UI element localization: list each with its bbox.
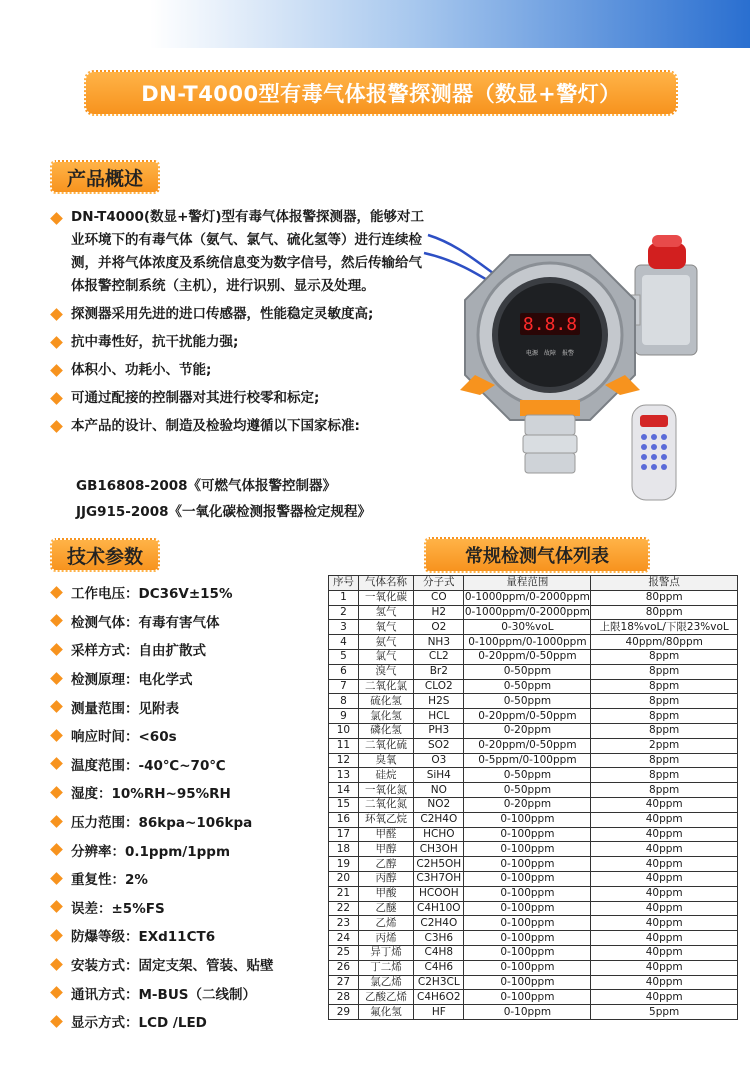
table-cell: 0-100ppm bbox=[464, 945, 591, 960]
device-label-alarm: 报警 bbox=[561, 350, 575, 357]
table-cell: 19 bbox=[329, 857, 359, 872]
table-cell: 8ppm bbox=[591, 709, 738, 724]
table-cell: 4 bbox=[329, 635, 359, 650]
table-cell: H2 bbox=[414, 605, 464, 620]
table-cell: SO2 bbox=[414, 738, 464, 753]
table-cell: 8 bbox=[329, 694, 359, 709]
bullet-diamond-icon bbox=[50, 900, 63, 913]
bullet-diamond-icon bbox=[50, 872, 63, 885]
table-row bbox=[329, 842, 738, 857]
table-cell: 8ppm bbox=[591, 768, 738, 783]
table-cell: 25 bbox=[329, 945, 359, 960]
table-row bbox=[329, 990, 738, 1005]
device-label-power: 电源 bbox=[525, 350, 539, 357]
table-row bbox=[329, 620, 738, 635]
table-row bbox=[329, 723, 738, 738]
table-cell: 0-100ppm bbox=[464, 886, 591, 901]
table-cell: 0-30%voL bbox=[464, 620, 591, 635]
bullet-diamond-icon bbox=[50, 815, 63, 828]
table-cell: 40ppm bbox=[591, 901, 738, 916]
table-cell: CLO2 bbox=[414, 679, 464, 694]
spec-item: 工作电压：DC36V±15% bbox=[52, 578, 322, 607]
table-cell: 0-100ppm bbox=[464, 916, 591, 931]
table-cell: 0-5ppm/0-100ppm bbox=[464, 753, 591, 768]
table-row bbox=[329, 886, 738, 901]
col-header: 气体名称 bbox=[358, 576, 413, 591]
spec-item: 安装方式：固定支架、管装、贴壁 bbox=[52, 950, 322, 979]
table-cell: O3 bbox=[414, 753, 464, 768]
table-row bbox=[329, 738, 738, 753]
spec-item: 温度范围：-40℃~70℃ bbox=[52, 750, 322, 779]
table-cell: 2 bbox=[329, 605, 359, 620]
table-cell: 溴气 bbox=[358, 664, 413, 679]
table-cell: 3 bbox=[329, 620, 359, 635]
col-header: 分子式 bbox=[414, 576, 464, 591]
table-cell: 40ppm bbox=[591, 975, 738, 990]
table-cell: 0-100ppm bbox=[464, 960, 591, 975]
table-cell: C2H5OH bbox=[414, 857, 464, 872]
bullet-diamond-icon bbox=[50, 700, 63, 713]
bullet-diamond-icon bbox=[50, 843, 63, 856]
table-cell: 磷化氢 bbox=[358, 723, 413, 738]
table-cell: 乙醚 bbox=[358, 901, 413, 916]
table-cell: 0-100ppm/0-1000ppm bbox=[464, 635, 591, 650]
table-row bbox=[329, 590, 738, 605]
table-cell: 12 bbox=[329, 753, 359, 768]
table-cell: 40ppm bbox=[591, 812, 738, 827]
table-cell: 0-100ppm bbox=[464, 812, 591, 827]
bullet-diamond-icon bbox=[50, 643, 63, 656]
table-cell: SiH4 bbox=[414, 768, 464, 783]
spec-item: 检测原理：电化学式 bbox=[52, 664, 322, 693]
table-cell: 22 bbox=[329, 901, 359, 916]
table-row bbox=[329, 649, 738, 664]
table-cell: 40ppm bbox=[591, 916, 738, 931]
overview-item: 体积小、功耗小、节能; bbox=[52, 358, 432, 382]
bullet-diamond-icon bbox=[50, 729, 63, 742]
spec-item: 误差：±5%FS bbox=[52, 893, 322, 922]
table-cell: 上限18%voL/下限23%voL bbox=[591, 620, 738, 635]
table-cell: C2H3CL bbox=[414, 975, 464, 990]
spec-item: 响应时间：<60s bbox=[52, 721, 322, 750]
table-cell: C4H10O bbox=[414, 901, 464, 916]
table-cell: 0-50ppm bbox=[464, 783, 591, 798]
table-cell: 甲酸 bbox=[358, 886, 413, 901]
table-cell: C4H8 bbox=[414, 945, 464, 960]
spec-item: 湿度：10%RH~95%RH bbox=[52, 778, 322, 807]
table-cell: 15 bbox=[329, 797, 359, 812]
table-cell: H2S bbox=[414, 694, 464, 709]
table-cell: 臭氧 bbox=[358, 753, 413, 768]
overview-item: 本产品的设计、制造及检验均遵循以下国家标准: bbox=[52, 414, 432, 438]
specs-list bbox=[52, 578, 322, 1036]
table-cell: 0-100ppm bbox=[464, 857, 591, 872]
bullet-diamond-icon bbox=[50, 929, 63, 942]
table-cell: 40ppm bbox=[591, 886, 738, 901]
table-cell: 氯化氢 bbox=[358, 709, 413, 724]
table-row bbox=[329, 797, 738, 812]
overview-item: DN-T4000(数显+警灯)型有毒气体报警探测器，能够对工业环境下的有毒气体（氨气、氯气、硫化氢等）进行连续检测，并将气体浓度及系统信息变为数字信号，然后传输给气体报警控制系统（主机），进行识别、显示及处理。 bbox=[52, 206, 432, 298]
table-cell: 10 bbox=[329, 723, 359, 738]
table-cell: 0-100ppm bbox=[464, 931, 591, 946]
bullet-diamond-icon bbox=[50, 364, 63, 377]
table-row bbox=[329, 857, 738, 872]
table-cell: HCHO bbox=[414, 827, 464, 842]
table-cell: 乙烯 bbox=[358, 916, 413, 931]
bullet-diamond-icon bbox=[50, 392, 63, 405]
table-row bbox=[329, 871, 738, 886]
table-cell: O2 bbox=[414, 620, 464, 635]
table-header-row bbox=[329, 576, 738, 591]
bullet-diamond-icon bbox=[50, 1015, 63, 1028]
table-cell: NO2 bbox=[414, 797, 464, 812]
table-row bbox=[329, 753, 738, 768]
table-cell: 21 bbox=[329, 886, 359, 901]
specs-heading: 技术参数 bbox=[50, 538, 160, 572]
table-cell: 8ppm bbox=[591, 649, 738, 664]
table-row bbox=[329, 679, 738, 694]
table-cell: 甲醛 bbox=[358, 827, 413, 842]
spec-item: 分辨率：0.1ppm/1ppm bbox=[52, 835, 322, 864]
table-cell: 24 bbox=[329, 931, 359, 946]
table-row bbox=[329, 694, 738, 709]
table-cell: 7 bbox=[329, 679, 359, 694]
table-row bbox=[329, 635, 738, 650]
table-cell: 40ppm bbox=[591, 931, 738, 946]
bullet-diamond-icon bbox=[50, 986, 63, 999]
table-cell: 一氧化氮 bbox=[358, 783, 413, 798]
table-cell: 二氧化氮 bbox=[358, 797, 413, 812]
table-cell: 0-10ppm bbox=[464, 1005, 591, 1020]
table-cell: 40ppm/80ppm bbox=[591, 635, 738, 650]
detector-device-illustration bbox=[420, 225, 730, 505]
table-cell: 硫化氢 bbox=[358, 694, 413, 709]
table-cell: 氯气 bbox=[358, 649, 413, 664]
table-cell: C4H6 bbox=[414, 960, 464, 975]
gas-table-title: 常规检测气体列表 bbox=[424, 537, 650, 573]
table-cell: C2H4O bbox=[414, 916, 464, 931]
bullet-diamond-icon bbox=[50, 672, 63, 685]
table-cell: 16 bbox=[329, 812, 359, 827]
col-header: 量程范围 bbox=[464, 576, 591, 591]
table-cell: 0-1000ppm/0-2000ppm bbox=[464, 605, 590, 618]
table-cell: NO bbox=[414, 783, 464, 798]
bullet-diamond-icon bbox=[50, 420, 63, 433]
overview-list bbox=[52, 206, 432, 442]
table-cell: 氧气 bbox=[358, 620, 413, 635]
table-row bbox=[329, 783, 738, 798]
table-cell: 5ppm bbox=[591, 1005, 738, 1020]
table-cell: 二氧化氯 bbox=[358, 679, 413, 694]
table-cell: 乙酸乙烯 bbox=[358, 990, 413, 1005]
table-cell: 8ppm bbox=[591, 753, 738, 768]
table-cell: 80ppm bbox=[591, 590, 738, 605]
table-row bbox=[329, 975, 738, 990]
table-cell: HCL bbox=[414, 709, 464, 724]
page-title: DN-T4000型有毒气体报警探测器（数显+警灯） bbox=[84, 70, 678, 116]
table-cell: 0-20ppm bbox=[464, 797, 591, 812]
table-cell: 8ppm bbox=[591, 679, 738, 694]
table-cell: PH3 bbox=[414, 723, 464, 738]
table-cell: 11 bbox=[329, 738, 359, 753]
table-cell: 13 bbox=[329, 768, 359, 783]
device-display-readout: 8.8.8 bbox=[522, 314, 578, 335]
table-cell: 0-1000ppm/0-2000ppm bbox=[464, 591, 590, 604]
table-cell: Br2 bbox=[414, 664, 464, 679]
table-cell: 27 bbox=[329, 975, 359, 990]
gas-table bbox=[328, 575, 738, 1020]
table-cell: CO bbox=[414, 590, 464, 605]
table-cell: C2H4O bbox=[414, 812, 464, 827]
table-cell: 0-100ppm bbox=[464, 871, 591, 886]
table-cell: 0-100ppm bbox=[464, 842, 591, 857]
table-cell: 0-20ppm bbox=[464, 723, 591, 738]
table-cell: 40ppm bbox=[591, 990, 738, 1005]
device-label-fault: 故障 bbox=[543, 350, 557, 357]
table-cell: 0-20ppm/0-50ppm bbox=[464, 649, 591, 664]
table-cell: 8ppm bbox=[591, 694, 738, 709]
table-row bbox=[329, 916, 738, 931]
table-cell: 8ppm bbox=[591, 723, 738, 738]
table-cell: 17 bbox=[329, 827, 359, 842]
table-cell: 甲醇 bbox=[358, 842, 413, 857]
spec-item: 测量范围：见附表 bbox=[52, 692, 322, 721]
table-cell: 8ppm bbox=[591, 664, 738, 679]
table-cell: 硅烷 bbox=[358, 768, 413, 783]
table-cell: 氟化氢 bbox=[358, 1005, 413, 1020]
table-cell: 丁二烯 bbox=[358, 960, 413, 975]
spec-item: 防爆等级：EXd11CT6 bbox=[52, 921, 322, 950]
table-cell: C3H6 bbox=[414, 931, 464, 946]
table-cell: 40ppm bbox=[591, 945, 738, 960]
table-row bbox=[329, 768, 738, 783]
table-cell: 丙烯 bbox=[358, 931, 413, 946]
table-row bbox=[329, 812, 738, 827]
table-cell: 乙醇 bbox=[358, 857, 413, 872]
table-cell: 氨气 bbox=[358, 635, 413, 650]
table-cell: 18 bbox=[329, 842, 359, 857]
table-cell: 40ppm bbox=[591, 842, 738, 857]
table-cell: 0-100ppm bbox=[464, 901, 591, 916]
spec-item: 压力范围：86kpa~106kpa bbox=[52, 807, 322, 836]
table-cell: 1 bbox=[329, 590, 359, 605]
table-cell: 2ppm bbox=[591, 738, 738, 753]
table-cell: 8ppm bbox=[591, 783, 738, 798]
table-cell: 40ppm bbox=[591, 797, 738, 812]
header-gradient-bar bbox=[0, 0, 750, 48]
table-cell: 0-50ppm bbox=[464, 694, 591, 709]
overview-item: 可通过配接的控制器对其进行校零和标定; bbox=[52, 386, 432, 410]
table-cell: 0-100ppm bbox=[464, 990, 591, 1005]
table-cell: 6 bbox=[329, 664, 359, 679]
table-cell: 9 bbox=[329, 709, 359, 724]
table-cell: HF bbox=[414, 1005, 464, 1020]
table-cell: 40ppm bbox=[591, 960, 738, 975]
spec-item: 通讯方式：M-BUS（二线制） bbox=[52, 978, 322, 1007]
table-cell: 14 bbox=[329, 783, 359, 798]
table-cell: 80ppm bbox=[591, 605, 738, 620]
table-cell: CL2 bbox=[414, 649, 464, 664]
table-cell: 40ppm bbox=[591, 827, 738, 842]
spec-item: 重复性：2% bbox=[52, 864, 322, 893]
table-cell: 氢气 bbox=[358, 605, 413, 620]
table-row bbox=[329, 664, 738, 679]
table-cell: C4H6O2 bbox=[414, 990, 464, 1005]
table-cell: HCOOH bbox=[414, 886, 464, 901]
table-cell: 0-100ppm bbox=[464, 975, 591, 990]
table-cell: 0-50ppm bbox=[464, 664, 591, 679]
table-row bbox=[329, 1005, 738, 1020]
overview-item: 抗中毒性好，抗干扰能力强; bbox=[52, 330, 432, 354]
bullet-diamond-icon bbox=[50, 786, 63, 799]
table-cell: 0-20ppm/0-50ppm bbox=[464, 738, 591, 753]
table-row bbox=[329, 931, 738, 946]
bullet-diamond-icon bbox=[50, 958, 63, 971]
overview-heading: 产品概述 bbox=[50, 160, 160, 194]
table-cell: 0-50ppm bbox=[464, 768, 591, 783]
table-cell: 23 bbox=[329, 916, 359, 931]
table-row bbox=[329, 827, 738, 842]
bullet-diamond-icon bbox=[50, 757, 63, 770]
bullet-diamond-icon bbox=[50, 308, 63, 321]
table-cell: 氯乙烯 bbox=[358, 975, 413, 990]
col-header: 报警点 bbox=[591, 576, 738, 591]
bullet-diamond-icon bbox=[50, 336, 63, 349]
table-cell: 29 bbox=[329, 1005, 359, 1020]
table-row bbox=[329, 605, 738, 620]
standard-line: GB16808-2008《可燃气体报警控制器》 bbox=[76, 478, 337, 494]
table-cell: 丙醇 bbox=[358, 871, 413, 886]
table-cell: 0-20ppm/0-50ppm bbox=[464, 709, 591, 724]
table-row bbox=[329, 945, 738, 960]
spec-item: 检测气体：有毒有害气体 bbox=[52, 607, 322, 636]
table-row bbox=[329, 709, 738, 724]
table-cell: 0-100ppm bbox=[464, 827, 591, 842]
table-cell: C3H7OH bbox=[414, 871, 464, 886]
bullet-diamond-icon bbox=[50, 212, 63, 225]
bullet-diamond-icon bbox=[50, 586, 63, 599]
table-cell: 28 bbox=[329, 990, 359, 1005]
col-header: 序号 bbox=[329, 576, 359, 591]
table-cell: 一氧化碳 bbox=[358, 590, 413, 605]
standard-line: JJG915-2008《一氧化碳检测报警器检定规程》 bbox=[76, 504, 371, 520]
table-row bbox=[329, 901, 738, 916]
bullet-diamond-icon bbox=[50, 615, 63, 628]
table-cell: 5 bbox=[329, 649, 359, 664]
table-cell: 0-50ppm bbox=[464, 679, 591, 694]
table-cell: CH3OH bbox=[414, 842, 464, 857]
table-cell: 20 bbox=[329, 871, 359, 886]
table-cell: 40ppm bbox=[591, 871, 738, 886]
table-cell: 40ppm bbox=[591, 857, 738, 872]
table-cell: NH3 bbox=[414, 635, 464, 650]
overview-item: 探测器采用先进的进口传感器，性能稳定灵敏度高; bbox=[52, 302, 432, 326]
table-cell: 异丁烯 bbox=[358, 945, 413, 960]
spec-item: 采样方式：自由扩散式 bbox=[52, 635, 322, 664]
table-cell: 二氧化硫 bbox=[358, 738, 413, 753]
table-cell: 26 bbox=[329, 960, 359, 975]
table-cell: 环氧乙烷 bbox=[358, 812, 413, 827]
table-row bbox=[329, 960, 738, 975]
spec-item: 显示方式：LCD /LED bbox=[52, 1007, 322, 1036]
